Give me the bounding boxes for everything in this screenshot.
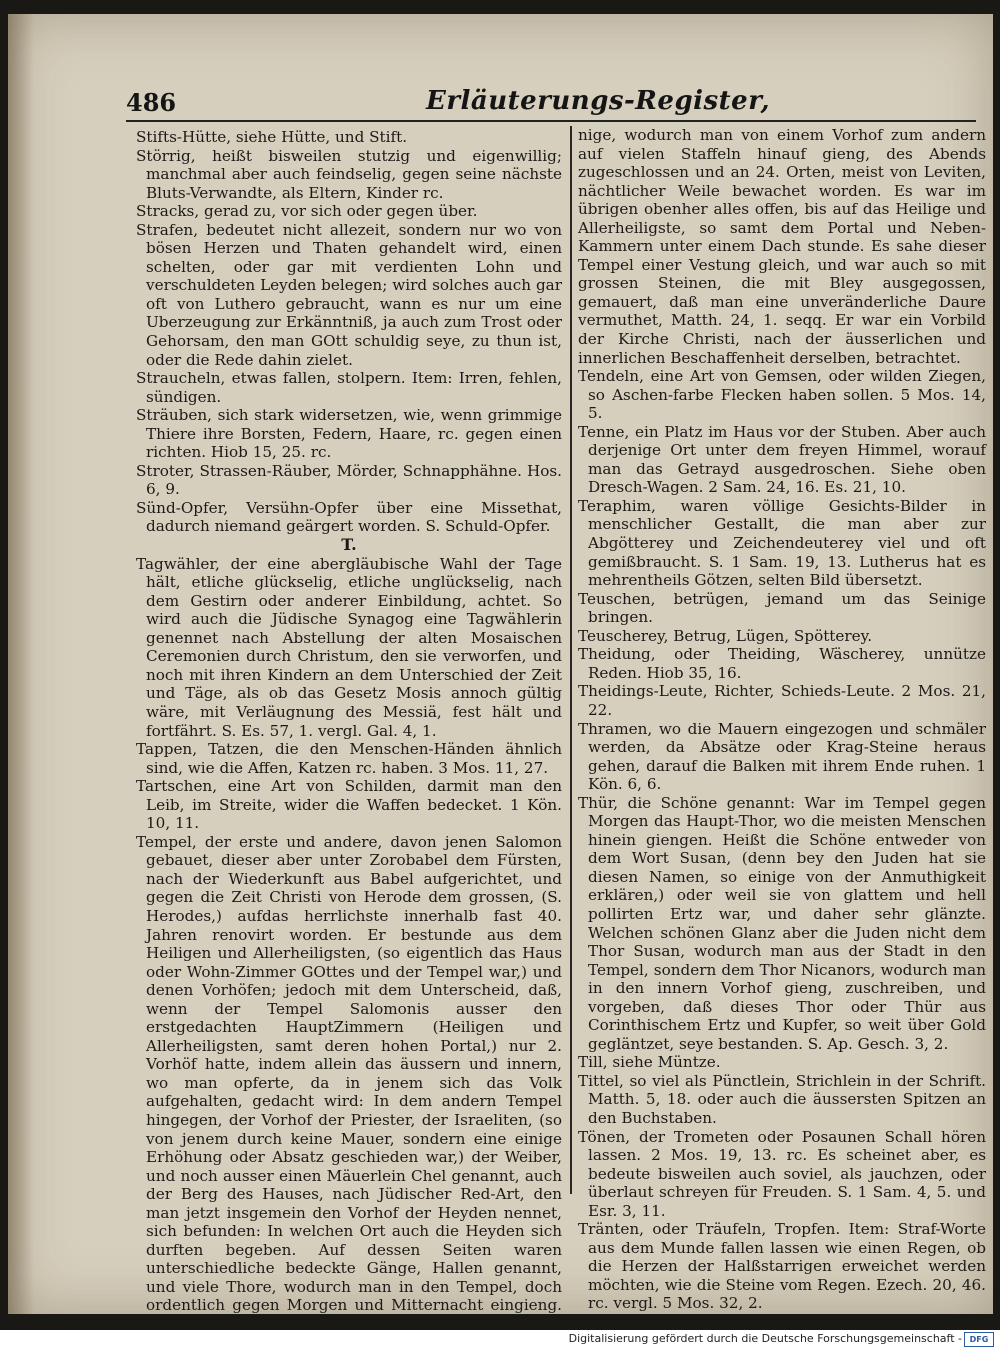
entry: Tendeln, eine Art von Gemsen, oder wilden Ziegen, so Aschen-farbe Flecken haben sollen. 5 Mos. 14, 5. (578, 367, 986, 423)
entry: Stroter, Strassen-Räuber, Mörder, Schnapphähne. Hos. 6, 9. (136, 461, 562, 499)
entry: Strafen, bedeutet nicht allezeit, sondern nur wo von bösen Herzen und Thaten gehandelt wird, einen schelten, oder gar mit verdienten Lohn und verschuldeten Leyden belegen; wird solches auch gar oft von Luthero gebraucht, wann es nur um eine Uberzeugung zur Erkänntniß, ja auch zum Trost oder Gehorsam, den man GOtt schuldig seye, zu thun ist, oder die Rede dahin zielet. (136, 220, 562, 369)
entry: Teraphim, waren völlige Gesichts-Bilder in menschlicher Gestallt, die man aber zur Abgötterey und Zeichendeuterey viel und oft gemißbraucht. S. 1 Sam. 19, 13. Lutherus hat es mehrentheils Götzen, selten Bild übersetzt. (578, 496, 986, 590)
entry: Thür, die Schöne genannt: War im Tempel gegen Morgen das Haupt-Thor, wo die meisten Menschen hinein giengen. Heißt die Schöne entweder von dem Wort Susan, (denn bey den Juden hat sie diesen Namen, so einige von der Anmuthigkeit erklären,) oder weil sie von glattem und hell pollirten Ertz war, und daher sehr glänzte. Welchen schönen Glanz aber die Juden nicht dem Thor Susan, wodurch man aus der Stadt in den Tempel, sondern dem Thor Nicanors, wodurch man in den innern Vorhof gieng, zuschreiben, und vorgeben, daß dieses Thor oder Thür aus Corinthischem Ertz und Kupfer, so weit über Gold gegläntzet, seye bestanden. S. Ap. Gesch. 3, 2. (578, 793, 986, 1053)
entry: Teuschen, betrügen, jemand um das Seinige bringen. (578, 589, 986, 627)
entry: nige, wodurch man von einem Vorhof zum andern auf vielen Staffeln hinauf gieng, des Abends zugeschlossen und an 24. Orten, meist von Leviten, nächtlicher Weile bewachet worden. Es war im übrigen obenher alles offen, bis auf das Heilige und Allerheiligste, so samt dem Portal und Neben-Kammern unter einem Dach stunde. Es sahe dieser Tempel einer Vestung gleich, und war auch so mit grossen Steinen, die mit Bley ausgegossen, gemauert, daß man eine unveränderliche Daure vermuthet, Matth. 24, 1. seqq. Er war ein Vorbild der Kirche Christi, nach der äusserlichen und innerlichen Beschaffenheit derselben, betrachtet. (578, 126, 986, 367)
entry: Tempel, der erste und andere, davon jenen Salomon gebauet, dieser aber unter Zorobabel dem Fürsten, nach der Wiederkunft aus Babel aufgerichtet, und gegen die Zeit Christi von Herode dem grossen, (S. Herodes,) aufdas herrlichste innerhalb fast 40. Jahren renovirt worden. Er bestunde aus dem Heiligen und Allerheiligsten, (so eigentlich das Haus oder Wohn-Zimmer GOttes und der Tempel war,) und denen Vorhöfen; jedoch mit dem Unterscheid, daß, wenn der Tempel Salomonis ausser den erstgedachten HauptZimmern (Heiligen und Allerheiligsten, samt deren hohen Portal,) nur 2. Vorhöf hatte, indem allein das äussern und innern, wo man opferte, da in jenem sich das Volk aufgehalten, gedacht wird: In dem andern Tempel hingegen, der Vorhof der Priester, der Israeliten, (so von jenem durch keine Mauer, sondern eine einige Erhöhung oder Absatz geschieden war,) der Weiber, und noch ausser einen Mäuerlein Chel genannt, auch der Berg des Hauses, nach Jüdischer Red-Art, den man jetzt insgemein den Vorhof der Heyden nennet, sich befunden: In welchen Ort auch die Heyden sich durften begeben. Auf dessen Seiten waren unterschiedliche bedeckte Gänge, Hallen genannt, und viele Thore, wodurch man in den Tempel, doch ordentlich gegen Morgen und Mitternacht eingieng. (136, 832, 562, 1314)
entry: Tappen, Tatzen, die den Menschen-Händen ähnlich sind, wie die Affen, Katzen rc. haben. 3 Mos. 11, 27. (136, 740, 562, 777)
entry: Stracks, gerad zu, vor sich oder gegen über. (136, 202, 478, 221)
left-column (136, 128, 562, 1314)
entry: Tartschen, eine Art von Schilden, darmit man den Leib, im Streite, wider die Waffen bedecket. 1 Kön. 10, 11. (136, 777, 562, 833)
dfg-logo: DFG (964, 1332, 994, 1347)
entry: Stifts-Hütte, siehe Hütte, und Stift. (136, 128, 408, 146)
entry: Tittel, so viel als Pünctlein, Strichlein in der Schrift. Matth. 5, 18. oder auch die äussersten Spitzen an den Buchstaben. (578, 1071, 986, 1127)
entry: Störrig, heißt bisweilen stutzig und eigenwillig; manchmal aber auch feindselig, gegen seine nächste Bluts-Verwandte, als Eltern, Kinder rc. (136, 146, 562, 202)
entry: Tränten, oder Träufeln, Tropfen. Item: Straf-Worte aus dem Munde fallen lassen wie einen Regen, ob die Herzen der Halßstarrigen erweichet werden möchten, wie die Steine vom Regen. Ezech. 20, 46. rc. vergl. 5 Mos. 32, 2. (578, 1220, 986, 1313)
entry: Tagwähler, der eine abergläubische Wahl der Tage hält, etliche glückselig, etliche unglückselig, nach dem Gestirn oder anderer Einbildung, achtet. So wird auch die Jüdische Synagog eine Tagwählerin genennet nach Abstellung der alten Mosaischen Ceremonien durch Christum, den sie verworfen, und noch mit ihren Kindern an dem Unterschied der Zeit und Täge, als ob das Gesetz Mosis annoch gültig wäre, mit Verläugnung des Messiä, fest hält und fortfährt. S. Es. 57, 1. vergl. Gal. 4, 1. (136, 554, 562, 740)
entry: Till, siehe Müntze. (578, 1053, 721, 1072)
page-header (126, 84, 976, 122)
entry: Theidung, oder Theiding, Wäscherey, unnütze Reden. Hiob 35, 16. (578, 645, 986, 682)
digitization-footer (0, 1330, 1000, 1348)
page-number: 486 (126, 88, 177, 117)
running-head: Erläuterungs-Register, (426, 86, 771, 116)
entry: Tenne, ein Platz im Haus vor der Stuben. Aber auch derjenige Ort unter dem freyen Himmel, worauf man das Getrayd ausgedroschen. Siehe oben Dresch-Wagen. 2 Sam. 24, 16. Es. 21, 10. (578, 422, 986, 497)
right-column (578, 126, 986, 1314)
section-letter: T. (341, 535, 357, 555)
page-binding-shadow (8, 14, 34, 1314)
entry: Tönen, der Trometen oder Posaunen Schall hören lassen. 2 Mos. 19, 13. rc. Es scheinet aber, es bedeute bisweilen auch soviel, als jauchzen, oder überlaut schreyen für Freuden. S. 1 Sam. 4, 5. und Esr. 3, 11. (578, 1127, 986, 1220)
entry (578, 1313, 986, 1314)
entry: Thramen, wo die Mauern eingezogen und schmäler werden, da Absätze oder Krag-Steine heraus gehen, darauf die Balken mit ihrem Ende ruhen. 1 Kön. 6, 6. (578, 719, 986, 794)
column-divider (570, 126, 572, 1194)
entry: Sünd-Opfer, Versühn-Opfer über eine Missethat, dadurch niemand geärgert worden. S. Schuld-Opfer. (136, 498, 562, 536)
entry: Teuscherey, Betrug, Lügen, Spötterey. (578, 626, 873, 645)
footer-credit: Digitalisierung gefördert durch die Deutsche Forschungsgemeinschaft - (568, 1332, 962, 1345)
book-page (8, 14, 993, 1314)
entry: Sträuben, sich stark widersetzen, wie, wenn grimmige Thiere ihre Borsten, Federn, Haare, rc. gegen einen richten. Hiob 15, 25. rc. (136, 406, 562, 462)
entry: Straucheln, etwas fallen, stolpern. Item: Irren, fehlen, sündigen. (136, 369, 562, 406)
entry: Theidings-Leute, Richter, Schieds-Leute. 2 Mos. 21, 22. (578, 682, 986, 719)
